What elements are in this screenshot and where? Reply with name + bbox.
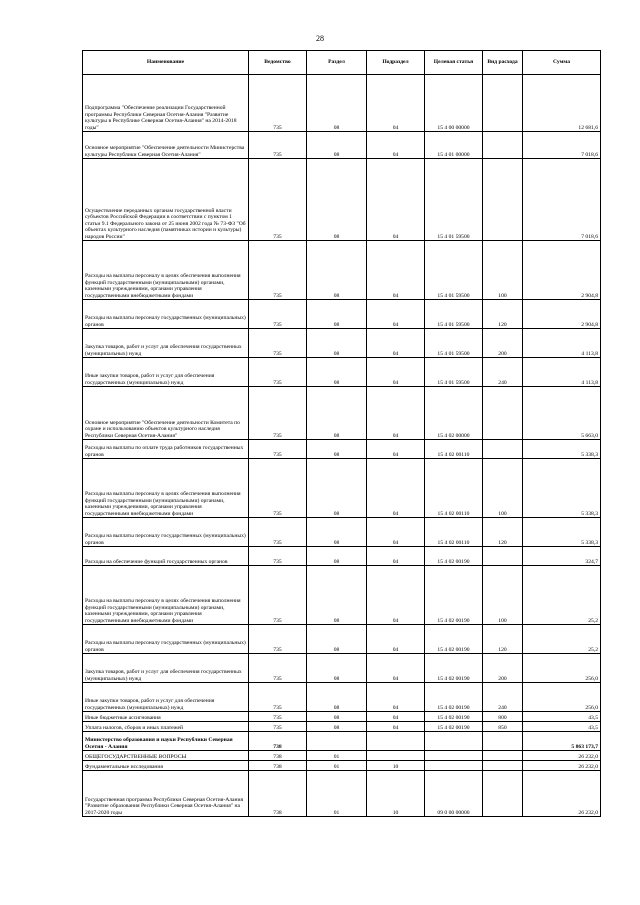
row-section-cell: 08 (307, 683, 367, 712)
table-row (83, 722, 601, 732)
row-amount-cell: 26 232,0 (523, 751, 601, 761)
row-subsection-cell: 04 (367, 547, 425, 566)
row-expense-type-cell (483, 387, 523, 440)
row-expense-type-cell: 240 (483, 358, 523, 387)
row-section-cell: 01 (307, 751, 367, 761)
row-target-article-cell: 09 0 00 00000 (425, 771, 483, 817)
row-department-cell: 735 (249, 625, 307, 654)
row-section-cell: 01 (307, 761, 367, 771)
header-target-article: Целевая статья (425, 51, 483, 75)
row-target-article-cell: 15 4 01 00000 (425, 132, 483, 159)
row-amount-cell: 12 681,6 (523, 75, 601, 132)
row-name-cell (83, 329, 249, 358)
table-row (83, 732, 601, 751)
table-row (83, 547, 601, 566)
row-name-cell (83, 132, 249, 159)
row-amount-cell: 5 338,3 (523, 459, 601, 518)
table-row (83, 683, 601, 712)
row-target-article-cell: 15 4 02 00190 (425, 712, 483, 722)
row-name-cell (83, 712, 249, 722)
table-row (83, 75, 601, 132)
row-name-cell (83, 683, 249, 712)
row-department-cell: 735 (249, 358, 307, 387)
row-department-cell: 735 (249, 654, 307, 683)
row-subsection-cell: 10 (367, 771, 425, 817)
row-section-cell: 01 (307, 771, 367, 817)
row-subsection-cell: 04 (367, 440, 425, 459)
row-name-text: Расходы на выплаты персоналу в целях обеспечения выполнения функций государственными (муниципальными) органами, казенными учреждениями, органами управления государственными внебюджетными фондами (85, 491, 241, 517)
row-subsection-cell (367, 751, 425, 761)
row-name-text: ОБЩЕГОСУДАРСТВЕННЫЕ ВОПРОСЫ (85, 753, 187, 760)
row-amount-cell: 43,5 (523, 722, 601, 732)
row-department-cell: 735 (249, 387, 307, 440)
row-department-cell: 735 (249, 440, 307, 459)
header-subsection: Подраздел (367, 51, 425, 75)
row-name-cell (83, 518, 249, 547)
row-department-cell: 738 (249, 751, 307, 761)
row-amount-cell: 256,0 (523, 683, 601, 712)
row-subsection-cell: 04 (367, 75, 425, 132)
row-section-cell: 08 (307, 440, 367, 459)
header-amount: Сумма (523, 51, 601, 75)
row-amount-cell: 7 018,6 (523, 132, 601, 159)
row-expense-type-cell: 120 (483, 518, 523, 547)
row-subsection-cell: 04 (367, 329, 425, 358)
row-name-text: Иные закупки товаров, работ и услуг для обеспечения государственных (муниципальных) нужд (85, 373, 215, 386)
row-target-article-cell: 15 4 02 00190 (425, 683, 483, 712)
row-subsection-cell: 04 (367, 654, 425, 683)
row-expense-type-cell: 200 (483, 329, 523, 358)
table-row (83, 241, 601, 300)
row-name-text: Расходы на выплаты персоналу государственных (муниципальных) органов (85, 640, 246, 653)
row-name-cell (83, 300, 249, 329)
table-body (83, 75, 601, 817)
row-section-cell: 08 (307, 159, 367, 241)
row-department-cell: 735 (249, 518, 307, 547)
row-amount-cell: 5 338,3 (523, 518, 601, 547)
row-name-text: Подпрограмма "Обеспечение реализации Государственной программы Республики Северная Осетия-Алания "Развитие культуры в Республике Северная Осетия-Алания" на 2014-2018 годы" (85, 105, 237, 131)
row-subsection-cell (367, 732, 425, 751)
row-expense-type-cell (483, 547, 523, 566)
table-row (83, 654, 601, 683)
table-row (83, 761, 601, 771)
row-section-cell: 08 (307, 566, 367, 625)
row-target-article-cell: 15 4 02 00110 (425, 518, 483, 547)
table-row (83, 329, 601, 358)
header-department: Ведомство (249, 51, 307, 75)
row-section-cell: 08 (307, 712, 367, 722)
row-section-cell: 08 (307, 518, 367, 547)
table-row (83, 132, 601, 159)
row-subsection-cell: 04 (367, 722, 425, 732)
budget-table (82, 50, 601, 817)
row-amount-cell: 5 338,3 (523, 440, 601, 459)
row-section-cell: 08 (307, 75, 367, 132)
row-name-cell (83, 761, 249, 771)
row-department-cell: 735 (249, 75, 307, 132)
table-row (83, 518, 601, 547)
row-subsection-cell: 04 (367, 712, 425, 722)
row-target-article-cell: 15 4 02 00190 (425, 547, 483, 566)
row-name-cell (83, 732, 249, 751)
row-name-text: Расходы на выплаты по оплате труда работников государственных органов (85, 445, 244, 458)
row-expense-type-cell (483, 771, 523, 817)
row-department-cell: 735 (249, 566, 307, 625)
row-name-text: Иные бюджетные ассигнования (85, 714, 161, 721)
table-row (83, 566, 601, 625)
row-department-cell: 735 (249, 300, 307, 329)
row-expense-type-cell: 850 (483, 722, 523, 732)
row-subsection-cell: 04 (367, 625, 425, 654)
row-name-text: Расходы на выплаты персоналу государственных (муниципальных) органов (85, 533, 246, 546)
row-name-text: Расходы на выплаты персоналу в целях обеспечения выполнения функций государственными (муниципальными) органами, казенными учреждениями, органами управления государственными внебюджетными фондами (85, 273, 241, 299)
row-expense-type-cell (483, 751, 523, 761)
row-name-text: Министерство образования и науки Республики Северная Осетия - Алания (85, 737, 233, 750)
row-name-text: Государственная программа Республики Северная Осетия-Алания "Развитие образования Республики Северная Осетия-Алания" на 2017-2020 годы (85, 796, 244, 816)
row-name-text: Закупка товаров, работ и услуг для обеспечения государственных (муниципальных) нужд (85, 344, 242, 357)
row-section-cell: 08 (307, 358, 367, 387)
row-department-cell: 735 (249, 241, 307, 300)
page-number: 28 (316, 34, 324, 43)
row-amount-cell: 7 018,6 (523, 159, 601, 241)
row-name-cell (83, 387, 249, 440)
row-name-cell (83, 771, 249, 817)
row-amount-cell: 4 113,8 (523, 329, 601, 358)
table-header-row (83, 51, 601, 75)
row-name-cell (83, 358, 249, 387)
row-name-cell (83, 459, 249, 518)
row-subsection-cell: 04 (367, 683, 425, 712)
row-name-text: Уплата налогов, сборов и иных платежей (85, 724, 183, 731)
row-name-text: Расходы на обеспечение функций государственных органов (85, 558, 228, 565)
row-target-article-cell: 15 4 01 59500 (425, 241, 483, 300)
row-subsection-cell: 04 (367, 358, 425, 387)
row-target-article-cell: 15 4 02 00190 (425, 625, 483, 654)
row-section-cell: 08 (307, 132, 367, 159)
header-section: Раздел (307, 51, 367, 75)
row-section-cell: 08 (307, 387, 367, 440)
row-name-cell (83, 75, 249, 132)
row-amount-cell: 324,7 (523, 547, 601, 566)
row-expense-type-cell (483, 75, 523, 132)
row-amount-cell: 2 904,8 (523, 300, 601, 329)
table-row (83, 440, 601, 459)
row-section-cell: 08 (307, 459, 367, 518)
row-name-cell (83, 625, 249, 654)
table-row (83, 159, 601, 241)
row-amount-cell: 256,0 (523, 654, 601, 683)
table-row (83, 459, 601, 518)
row-expense-type-cell: 200 (483, 654, 523, 683)
row-name-text: Расходы на выплаты персоналу в целях обеспечения выполнения функций государственными (муниципальными) органами, казенными учреждениями, органами управления государственными внебюджетными фондами (85, 598, 241, 624)
header-name: Наименование (83, 51, 249, 75)
row-target-article-cell: 15 4 01 59500 (425, 358, 483, 387)
row-target-article-cell (425, 751, 483, 761)
row-expense-type-cell: 120 (483, 300, 523, 329)
table-row (83, 625, 601, 654)
row-expense-type-cell: 120 (483, 625, 523, 654)
row-target-article-cell: 15 4 00 00000 (425, 75, 483, 132)
row-section-cell: 08 (307, 300, 367, 329)
row-expense-type-cell (483, 440, 523, 459)
row-name-cell (83, 722, 249, 732)
row-department-cell: 735 (249, 159, 307, 241)
row-expense-type-cell (483, 132, 523, 159)
row-target-article-cell (425, 761, 483, 771)
row-name-cell (83, 241, 249, 300)
row-department-cell: 735 (249, 459, 307, 518)
row-section-cell: 08 (307, 547, 367, 566)
row-section-cell: 08 (307, 625, 367, 654)
row-subsection-cell: 04 (367, 241, 425, 300)
row-amount-cell: 5 663,0 (523, 387, 601, 440)
row-name-text: Закупка товаров, работ и услуг для обеспечения государственных (муниципальных) нужд (85, 669, 242, 682)
row-expense-type-cell: 100 (483, 566, 523, 625)
row-target-article-cell: 15 4 02 00190 (425, 654, 483, 683)
row-department-cell: 738 (249, 761, 307, 771)
row-subsection-cell: 04 (367, 459, 425, 518)
row-expense-type-cell (483, 761, 523, 771)
row-section-cell (307, 732, 367, 751)
row-name-cell (83, 440, 249, 459)
row-target-article-cell: 15 4 02 00190 (425, 722, 483, 732)
row-name-cell (83, 751, 249, 761)
table-row (83, 300, 601, 329)
row-target-article-cell: 15 4 02 00110 (425, 459, 483, 518)
table-row (83, 751, 601, 761)
row-expense-type-cell: 100 (483, 241, 523, 300)
row-section-cell: 08 (307, 654, 367, 683)
row-department-cell: 735 (249, 683, 307, 712)
row-department-cell: 735 (249, 722, 307, 732)
row-section-cell: 08 (307, 329, 367, 358)
row-target-article-cell (425, 732, 483, 751)
row-subsection-cell: 04 (367, 518, 425, 547)
row-department-cell: 738 (249, 732, 307, 751)
row-amount-cell: 26 232,0 (523, 761, 601, 771)
table-row (83, 358, 601, 387)
row-name-cell (83, 566, 249, 625)
row-target-article-cell: 15 4 01 59500 (425, 159, 483, 241)
row-target-article-cell: 15 4 01 59500 (425, 300, 483, 329)
row-department-cell: 735 (249, 132, 307, 159)
row-expense-type-cell (483, 732, 523, 751)
row-target-article-cell: 15 4 01 59500 (425, 329, 483, 358)
row-name-text: Расходы на выплаты персоналу государственных (муниципальных) органов (85, 315, 246, 328)
row-subsection-cell: 10 (367, 761, 425, 771)
row-expense-type-cell: 100 (483, 459, 523, 518)
row-amount-cell: 26 232,0 (523, 771, 601, 817)
row-department-cell: 735 (249, 712, 307, 722)
row-name-text: Иные закупки товаров, работ и услуг для обеспечения государственных (муниципальных) нужд (85, 698, 215, 711)
row-name-text: Осуществление переданных органам государственной власти субъектов Российской Федерации в соответствии с пунктом 1 статьи 9.1 Федерального закона от 25 июня 2002 года № 73-ФЗ "Об объектах культурного наследия (памятниках истории и культуры) народов России" (85, 207, 246, 240)
row-expense-type-cell (483, 159, 523, 241)
row-name-cell (83, 547, 249, 566)
row-subsection-cell: 04 (367, 566, 425, 625)
table-row (83, 712, 601, 722)
row-section-cell: 08 (307, 722, 367, 732)
row-subsection-cell: 04 (367, 132, 425, 159)
row-name-text: Основное мероприятие "Обеспечение деятельности Министерства культуры Республики Северная Осетия-Алания" (85, 145, 245, 158)
row-subsection-cell: 04 (367, 300, 425, 329)
row-amount-cell: 2 904,8 (523, 241, 601, 300)
row-section-cell: 08 (307, 241, 367, 300)
row-subsection-cell: 04 (367, 387, 425, 440)
table-row (83, 771, 601, 817)
row-amount-cell: 25,2 (523, 625, 601, 654)
row-department-cell: 738 (249, 771, 307, 817)
row-target-article-cell: 15 4 02 00190 (425, 566, 483, 625)
row-amount-cell: 5 863 173,7 (523, 732, 601, 751)
row-name-text: Фундаментальные исследования (85, 763, 163, 770)
row-name-text: Основное мероприятие "Обеспечение деятельности Комитета по охране и использованию объектов культурного наследия Республики Северная Осетия-Алания" (85, 419, 240, 439)
row-department-cell: 735 (249, 547, 307, 566)
row-department-cell: 735 (249, 329, 307, 358)
row-target-article-cell: 15 4 02 00110 (425, 440, 483, 459)
row-expense-type-cell: 240 (483, 683, 523, 712)
row-amount-cell: 43,5 (523, 712, 601, 722)
row-amount-cell: 4 113,8 (523, 358, 601, 387)
row-name-cell (83, 654, 249, 683)
row-subsection-cell: 04 (367, 159, 425, 241)
header-expense-type: Вид расхода (483, 51, 523, 75)
row-name-cell (83, 159, 249, 241)
row-target-article-cell: 15 4 02 00000 (425, 387, 483, 440)
table-row (83, 387, 601, 440)
row-expense-type-cell: 800 (483, 712, 523, 722)
row-amount-cell: 25,2 (523, 566, 601, 625)
